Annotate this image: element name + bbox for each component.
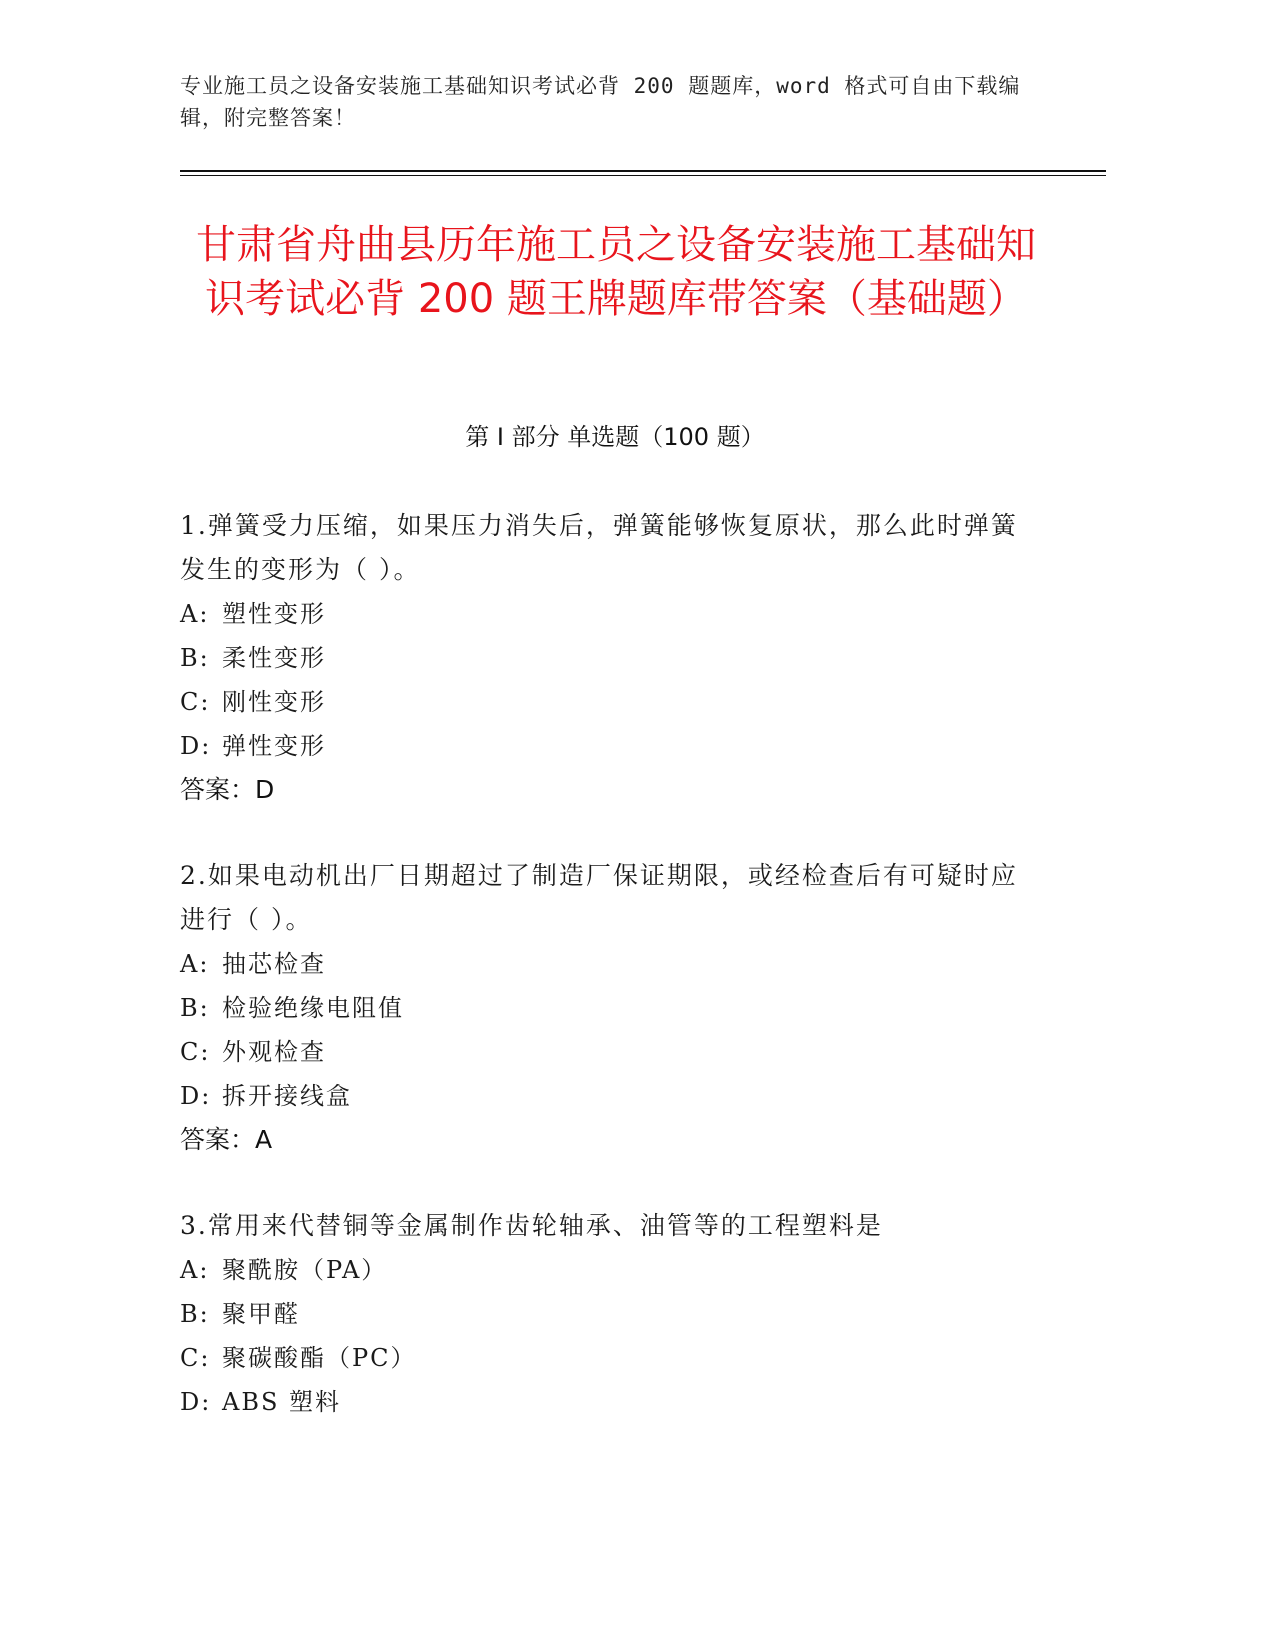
header-divider-thick [180,170,1106,172]
option-text: 聚酰胺（PA） [222,1256,388,1284]
option-d [180,1074,1040,1118]
option-a [180,942,1040,986]
option-letter: A: [180,950,210,978]
question-stem: 1.弹簧受力压缩，如果压力消失后，弹簧能够恢复原状，那么此时弹簧发生的变形为（ ）。 [180,511,1018,584]
option-b [180,1292,1040,1336]
option-letter: A: [180,1256,210,1284]
option-letter: D: [180,1388,212,1416]
option-b [180,636,1040,680]
question-1 [180,504,1040,812]
question-list [180,504,1040,1466]
header-note: 专业施工员之设备安装施工基础知识考试必背 200 题题库，word 格式可自由下载编辑，附完整答案！ [180,74,1021,130]
option-text: 外观检查 [222,1038,326,1066]
option-text: 检验绝缘电阻值 [222,994,404,1022]
option-text: 拆开接线盒 [222,1082,352,1110]
option-letter: A: [180,600,210,628]
option-letter: C: [180,1344,211,1372]
option-c [180,680,1040,724]
option-a [180,592,1040,636]
option-d [180,1380,1040,1424]
option-text: ABS 塑料 [222,1388,342,1416]
option-text: 刚性变形 [222,688,326,716]
question-stem: 3.常用来代替铜等金属制作齿轮轴承、油管等的工程塑料是 [180,1211,883,1240]
option-letter: B: [180,644,210,672]
option-text: 柔性变形 [222,644,326,672]
option-letter: D: [180,732,212,760]
option-text: 聚甲醛 [222,1300,300,1328]
option-text: 聚碳酸酯（PC） [222,1344,417,1372]
document-title: 甘肃省舟曲县历年施工员之设备安装施工基础知识考试必背 200 题王牌题库带答案（基础题） [196,222,1036,322]
option-letter: B: [180,994,210,1022]
option-d [180,724,1040,768]
option-text: 塑性变形 [222,600,326,628]
header-divider-thin [180,175,1106,176]
question-3 [180,1204,1040,1424]
option-text: 抽芯检查 [222,950,326,978]
option-a [180,1248,1040,1292]
answer-line: 答案：A [180,1125,273,1154]
option-letter: B: [180,1300,210,1328]
option-letter: D: [180,1082,212,1110]
option-letter: C: [180,1038,211,1066]
option-c [180,1336,1040,1380]
option-letter: C: [180,688,211,716]
section-heading: 第 I 部分 单选题（100 题） [465,423,765,451]
answer-line: 答案：D [180,775,275,804]
option-c [180,1030,1040,1074]
option-text: 弹性变形 [222,732,326,760]
option-b [180,986,1040,1030]
question-2 [180,854,1040,1162]
question-stem: 2.如果电动机出厂日期超过了制造厂保证期限，或经检查后有可疑时应进行（ ）。 [180,861,1018,934]
